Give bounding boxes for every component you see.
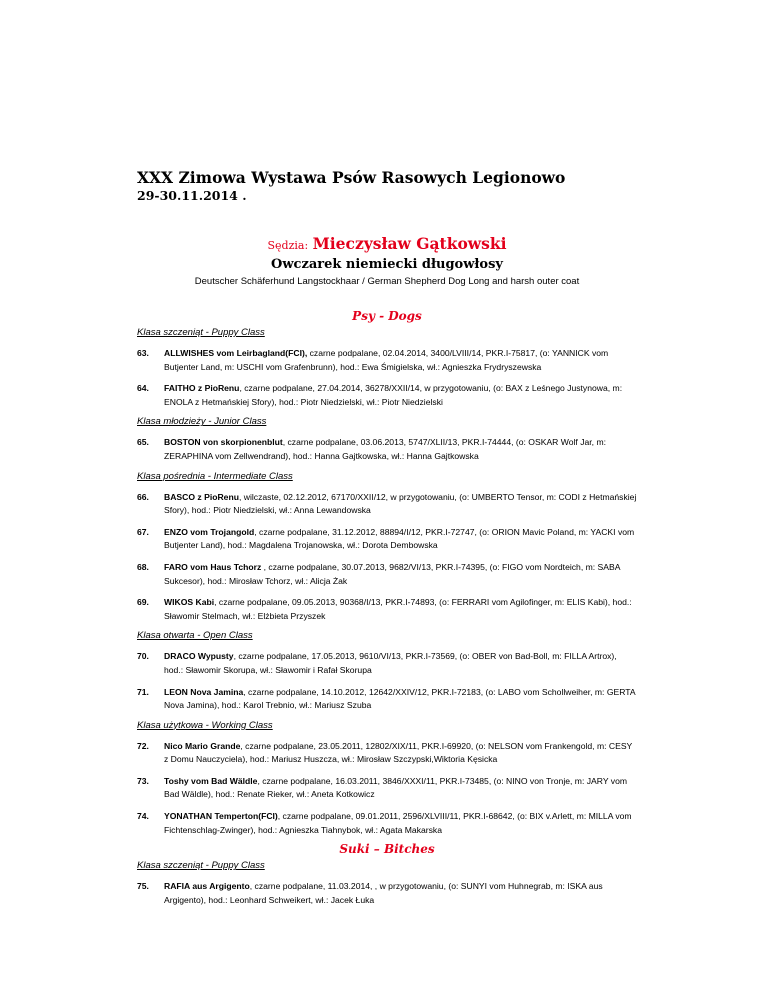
entry-row	[137, 382, 637, 409]
entry-number: 70.	[137, 651, 149, 662]
catalog-page	[137, 168, 637, 907]
entry-text	[164, 740, 637, 767]
dog-name: Toshy vom Bad Wäldle	[164, 775, 258, 786]
entry-row	[137, 775, 637, 802]
entry-row	[137, 650, 637, 677]
entry-row	[137, 810, 637, 837]
entry-text	[164, 880, 637, 907]
entry-row	[137, 491, 637, 518]
entry-number: 69.	[137, 597, 149, 608]
entry-number: 73.	[137, 775, 149, 786]
sex-heading: Psy - Dogs	[352, 309, 422, 323]
dog-details: , czarne podpalane, 23.05.2011, 12802/XIX/11, PKR.I-69920, (o: NELSON vom Frankengold, m: CESY z Domu Nauczyciela), hod.: Mariusz Huszcza, wł.: Mirosław Szczypski,Wiktoria Kęsicka	[164, 740, 633, 765]
entry-number: 65.	[137, 437, 149, 448]
dog-name: BOSTON von skorpionenblut	[164, 437, 283, 448]
dog-name: WIKOS Kabi	[164, 597, 215, 608]
dog-name: FARO vom Haus Tchorz	[164, 561, 262, 572]
dog-details: , czarne podpalane, 31.12.2012, 88894/I/12, PKR.I-72747, (o: ORION Mavic Poland, m: YACKI vom Butjenter Land), hod.: Magdalena Trojanowska, wł.: Dorota Dembowska	[164, 526, 635, 551]
dog-name: FAITHO z PioRenu	[164, 383, 240, 394]
dog-details: , czarne podpalane, 27.04.2014, 36278/XXII/14, w przygotowaniu, (o: BAX z Leśnego Justynowa, m: ENOLA z Hetmańskiej Sfory), hod.: Piotr Niedzielski, wł.: Piotr Niedzielski	[164, 383, 623, 407]
entry-text	[164, 436, 637, 463]
dog-name: YONATHAN Temperton(FCI)	[164, 811, 278, 822]
show-dates: 29-30.11.2014 .	[137, 188, 247, 203]
entry-text	[164, 347, 637, 374]
entry-number: 63.	[137, 348, 149, 358]
dog-details: , czarne podpalane, 16.03.2011, 3846/XXXI/11, PKR.I-73485, (o: NINO von Tronje, m: JARY vom Bad Wäldle), hod.: Renate Rieker, wł.: Aneta Kotkowicz	[164, 775, 628, 800]
entry-number: 71.	[137, 686, 149, 697]
entry-text	[164, 686, 637, 713]
entry-row	[137, 436, 637, 463]
entry-number: 75.	[137, 881, 149, 892]
dog-name: Nico Mario Grande	[164, 740, 241, 751]
entry-number: 64.	[137, 383, 149, 394]
class-heading: Klasa szczeniąt - Puppy Class	[137, 860, 265, 872]
entry-row	[137, 880, 637, 907]
entry-text	[164, 491, 637, 518]
entry-text	[164, 650, 637, 677]
class-heading: Klasa użytkowa - Working Class	[137, 719, 273, 731]
entry-number: 66.	[137, 491, 149, 502]
show-title: XXX Zimowa Wystawa Psów Rasowych Legionowo	[137, 168, 566, 187]
entry-text	[164, 382, 637, 409]
entry-row	[137, 596, 637, 623]
entry-number: 67.	[137, 526, 149, 537]
dog-name: LEON Nova Jamina	[164, 686, 244, 697]
dog-name: ALLWISHES vom Leirbagland(FCI),	[164, 348, 308, 358]
entry-number: 68.	[137, 561, 149, 572]
dog-name: RAFIA aus Argigento	[164, 881, 250, 892]
dog-details: , czarne podpalane, 30.07.2013, 9682/VI/13, PKR.I-74395, (o: FIGO vom Nordteich, m: SABA Sukcesor), hod.: Mirosław Tchorz, wł.: Alicja Żak	[164, 561, 621, 586]
judge-label: Sędzia:	[267, 239, 309, 252]
dog-name: BASCO z PioRenu	[164, 491, 239, 502]
entries-list	[137, 308, 637, 907]
dog-details: , czarne podpalane, 09.01.2011, 2596/XLVIII/11, PKR.I-68642, (o: BIX v.Arlett, m: MILLA vom Fichtenschlag-Zwinger), hod.: Agnieszka Tiahnybok, wł.: Agata Makarska	[164, 811, 632, 835]
dog-details: , wilczaste, 02.12.2012, 67170/XXII/12, w przygotowaniu, (o: UMBERTO Tensor, m: CODI z Hetmańskiej Sfory), hod.: Piotr Niedzielski, wł.: Anna Lewandowska	[164, 491, 637, 516]
dog-details: , czarne podpalane, 09.05.2013, 90368/I/13, PKR.I-74893, (o: FERRARI vom Agilofinger, m: ELIS Kabi), hod.: Sławomir Stelmach, wł.: Elżbieta Przyszek	[164, 597, 632, 621]
judge-name: Mieczysław Gątkowski	[312, 234, 507, 253]
dog-name: DRACO Wypusty	[164, 651, 234, 662]
class-heading: Klasa szczeniąt - Puppy Class	[137, 327, 265, 338]
entry-text	[164, 596, 637, 623]
entry-number: 74.	[137, 811, 149, 822]
entry-text	[164, 810, 637, 837]
entry-row	[137, 561, 637, 588]
entry-text	[164, 775, 637, 802]
dog-details: , czarne podpalane, 03.06.2013, 5747/XLII/13, PKR.I-74444, (o: OSKAR Wolf Jar, m: ZERAPHINA vom Zellwendrand), hod.: Hanna Gajtkowska, wł.: Hanna Gajtkowska	[164, 437, 606, 461]
entry-row	[137, 347, 637, 374]
class-heading: Klasa pośrednia - Intermediate Class	[137, 470, 293, 482]
class-heading: Klasa otwarta - Open Class	[137, 630, 253, 642]
entry-number: 72.	[137, 740, 149, 751]
dog-details: , czarne podpalane, 17.05.2013, 9610/VI/13, PKR.I-73569, (o: OBER von Bad-Boll, m: FILLA Artrox), hod.: Sławomir Skorupa, wł.: Sławomir i Rafał Skorupa	[164, 651, 617, 675]
dog-name: ENZO vom Trojangold	[164, 526, 255, 537]
entry-row	[137, 740, 637, 767]
sex-heading: Suki – Bitches	[339, 842, 435, 857]
dog-details: , czarne podpalane, 14.10.2012, 12642/XXIV/12, PKR.I-72183, (o: LABO vom Schollweiher, m: GERTA Nova Jamina), hod.: Karol Trebnio, wł.: Mariusz Szuba	[164, 686, 636, 711]
entry-row	[137, 526, 637, 553]
breed-title: Owczarek niemiecki długowłosy	[271, 257, 503, 272]
class-heading: Klasa młodzieży - Junior Class	[137, 416, 267, 428]
dog-details: , czarne podpalane, 11.03.2014, , w przygotowaniu, (o: SUNYI vom Huhnegrab, m: ISKA aus Argigento), hod.: Leonhard Schweikert, wł.: Jacek Łuka	[164, 881, 603, 905]
entry-text	[164, 561, 637, 588]
judge-line	[137, 234, 637, 256]
dog-details: czarne podpalane, 02.04.2014, 3400/LVIII/14, PKR.I-75817, (o: YANNICK vom Butjenter Land, m: USCHI vom Grafenbrunn), hod.: Ewa Śmigielska, wł.: Agnieszka Frydryszewska	[164, 348, 609, 372]
entry-row	[137, 686, 637, 713]
entry-text	[164, 526, 637, 553]
breed-subtitle: Deutscher Schäferhund Langstockhaar / German Shepherd Dog Long and harsh outer coat	[194, 276, 580, 287]
